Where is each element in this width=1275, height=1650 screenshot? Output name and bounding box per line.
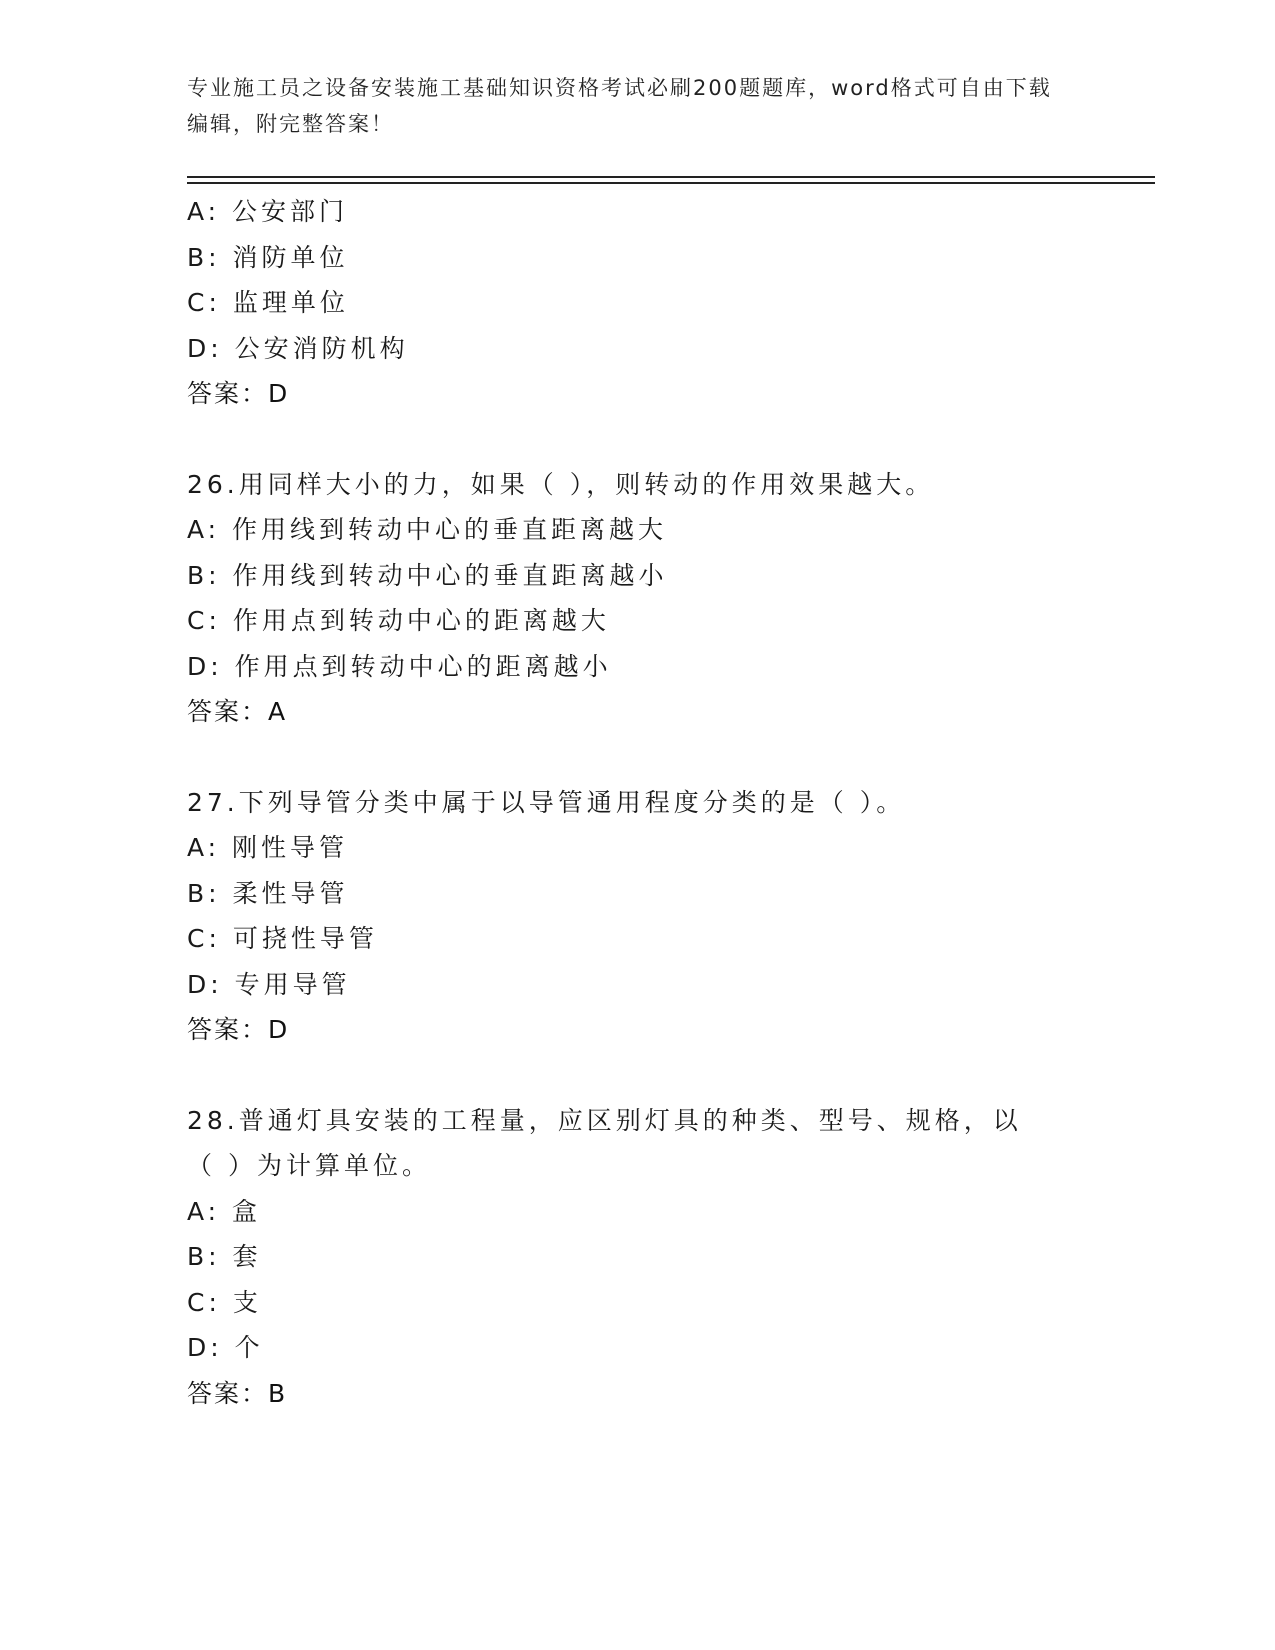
option-d: D: 公安消防机构 bbox=[187, 333, 409, 363]
question-stem: 26.用同样大小的力，如果（ ），则转动的作用效果越大。 bbox=[187, 469, 935, 499]
document-header: 专业施工员之设备安装施工基础知识资格考试必刷200题题库，word格式可自由下载编辑，附完整答案！ bbox=[187, 76, 1052, 136]
option-b: B: 套 bbox=[187, 1242, 262, 1271]
option-c: C: 作用点到转动中心的距离越大 bbox=[187, 606, 610, 635]
option-b: B: 柔性导管 bbox=[187, 878, 349, 908]
option-a: A: 刚性导管 bbox=[187, 833, 349, 862]
question-28 bbox=[187, 1098, 1147, 1417]
answer: 答案：D bbox=[187, 379, 290, 408]
header-divider-top bbox=[187, 176, 1155, 178]
option-d: D: 作用点到转动中心的距离越小 bbox=[187, 651, 612, 681]
option-d: D: 个 bbox=[187, 1333, 264, 1362]
header-divider-bottom bbox=[187, 182, 1155, 184]
option-c: C: 监理单位 bbox=[187, 288, 349, 317]
question-list bbox=[187, 189, 1147, 1416]
question-25-continuation bbox=[187, 189, 1147, 417]
option-b: B: 消防单位 bbox=[187, 242, 349, 272]
option-a: A: 公安部门 bbox=[187, 197, 349, 226]
answer: 答案：A bbox=[187, 697, 288, 726]
answer: 答案：D bbox=[187, 1015, 290, 1044]
option-c: C: 可挠性导管 bbox=[187, 924, 378, 953]
answer: 答案：B bbox=[187, 1378, 288, 1408]
question-27 bbox=[187, 780, 1147, 1053]
question-stem: 27.下列导管分类中属于以导管通用程度分类的是（ ）。 bbox=[187, 787, 906, 817]
option-a: A: 盒 bbox=[187, 1196, 262, 1226]
option-d: D: 专用导管 bbox=[187, 969, 351, 999]
option-a: A: 作用线到转动中心的垂直距离越大 bbox=[187, 515, 668, 544]
question-26 bbox=[187, 462, 1147, 735]
option-b: B: 作用线到转动中心的垂直距离越小 bbox=[187, 560, 668, 590]
question-stem: 28.普通灯具安装的工程量，应区别灯具的种类、型号、规格，以（ ）为计算单位。 bbox=[187, 1105, 1022, 1180]
option-c: C: 支 bbox=[187, 1287, 262, 1317]
